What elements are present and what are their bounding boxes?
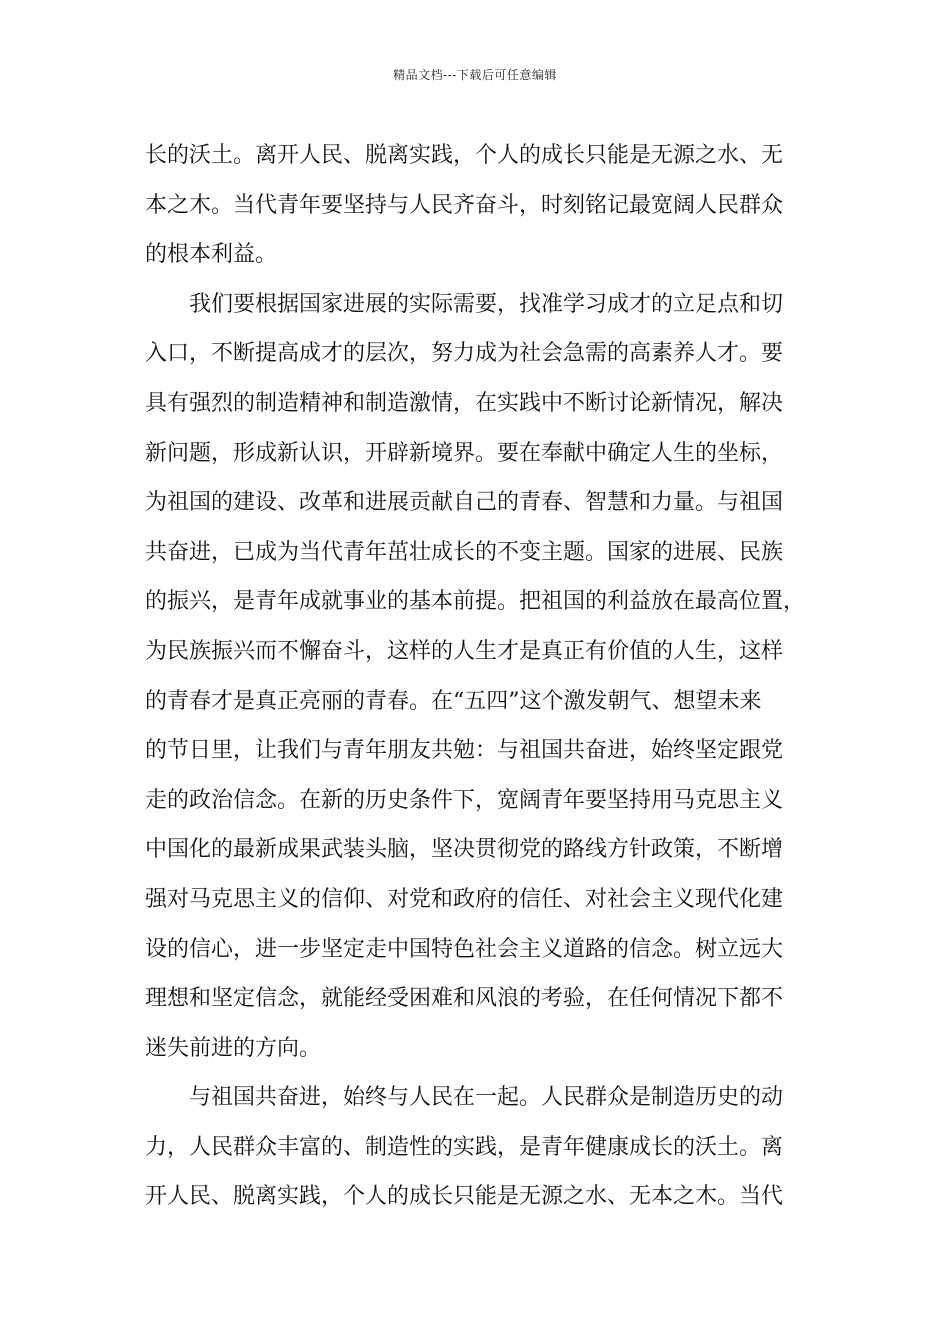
text-line: 的青春才是真正亮丽的青春。在“五四”这个激发朝气、想望未来 <box>145 688 762 714</box>
text-line: 强对马克思主义的信仰、对党和政府的信任、对社会主义现代化建 <box>145 886 784 912</box>
text-line: 开人民、脱离实践，个人的成长只能是无源之水、无本之木。当代 <box>145 1184 784 1210</box>
paragraph <box>145 280 825 1074</box>
text-line: 长的沃土。离开人民、脱离实践，个人的成长只能是无源之水、无 <box>145 143 784 168</box>
text-line: 走的政治信念。在新的历史条件下，宽阔青年要坚持用马克思主义 <box>145 787 784 813</box>
text-line: 迷失前进的方向。 <box>145 1035 322 1061</box>
text-line: 与祖国共奋进，始终与人民在一起。人民群众是制造历史的动 <box>189 1085 784 1111</box>
text-line: 的节日里，让我们与青年朋友共勉：与祖国共奋进，始终坚定跟党 <box>145 738 784 764</box>
text-line: 我们要根据国家进展的实际需要，找准学习成才的立足点和切 <box>189 291 784 317</box>
text-line: 理想和坚定信念，就能经受困难和风浪的考验，在任何情况下都不 <box>145 986 784 1012</box>
paragraph <box>145 1073 825 1222</box>
text-line: 力，人民群众丰富的、制造性的实践，是青年健康成长的沃土。离 <box>145 1134 784 1160</box>
text-line: 设的信心，进一步坚定走中国特色社会主义道路的信念。树立远大 <box>145 936 784 962</box>
text-line: 中国化的最新成果武装头脑，坚决贯彻党的路线方针政策，不断增 <box>145 837 784 863</box>
text-line: 的根本利益。 <box>145 242 278 268</box>
text-line: 为民族振兴而不懈奋斗，这样的人生才是真正有价值的人生，这样 <box>145 638 784 664</box>
page-header: 精品文档---下载后可任意编辑 <box>393 68 557 82</box>
text-line: 本之木。当代青年要坚持与人民齐奋斗，时刻铭记最宽阔人民群众 <box>145 192 784 218</box>
text-line: 共奋进，已成为当代青年茁壮成长的不变主题。国家的进展、民族 <box>145 539 784 565</box>
text-line: 新问题，形成新认识，开辟新境界。要在奉献中确定人生的坐标， <box>145 440 784 466</box>
text-line: 的振兴，是青年成就事业的基本前提。把祖国的利益放在最高位置， <box>145 589 806 615</box>
text-line: 具有强烈的制造精神和制造激情，在实践中不断讨论新情况，解决 <box>145 390 784 416</box>
text-line: 为祖国的建设、改革和进展贡献自己的青春、智慧和力量。与祖国 <box>145 490 784 516</box>
document-body <box>145 131 825 1222</box>
paragraph <box>145 131 825 280</box>
text-line: 入口，不断提高成才的层次，努力成为社会急需的高素养人才。要 <box>145 341 784 367</box>
